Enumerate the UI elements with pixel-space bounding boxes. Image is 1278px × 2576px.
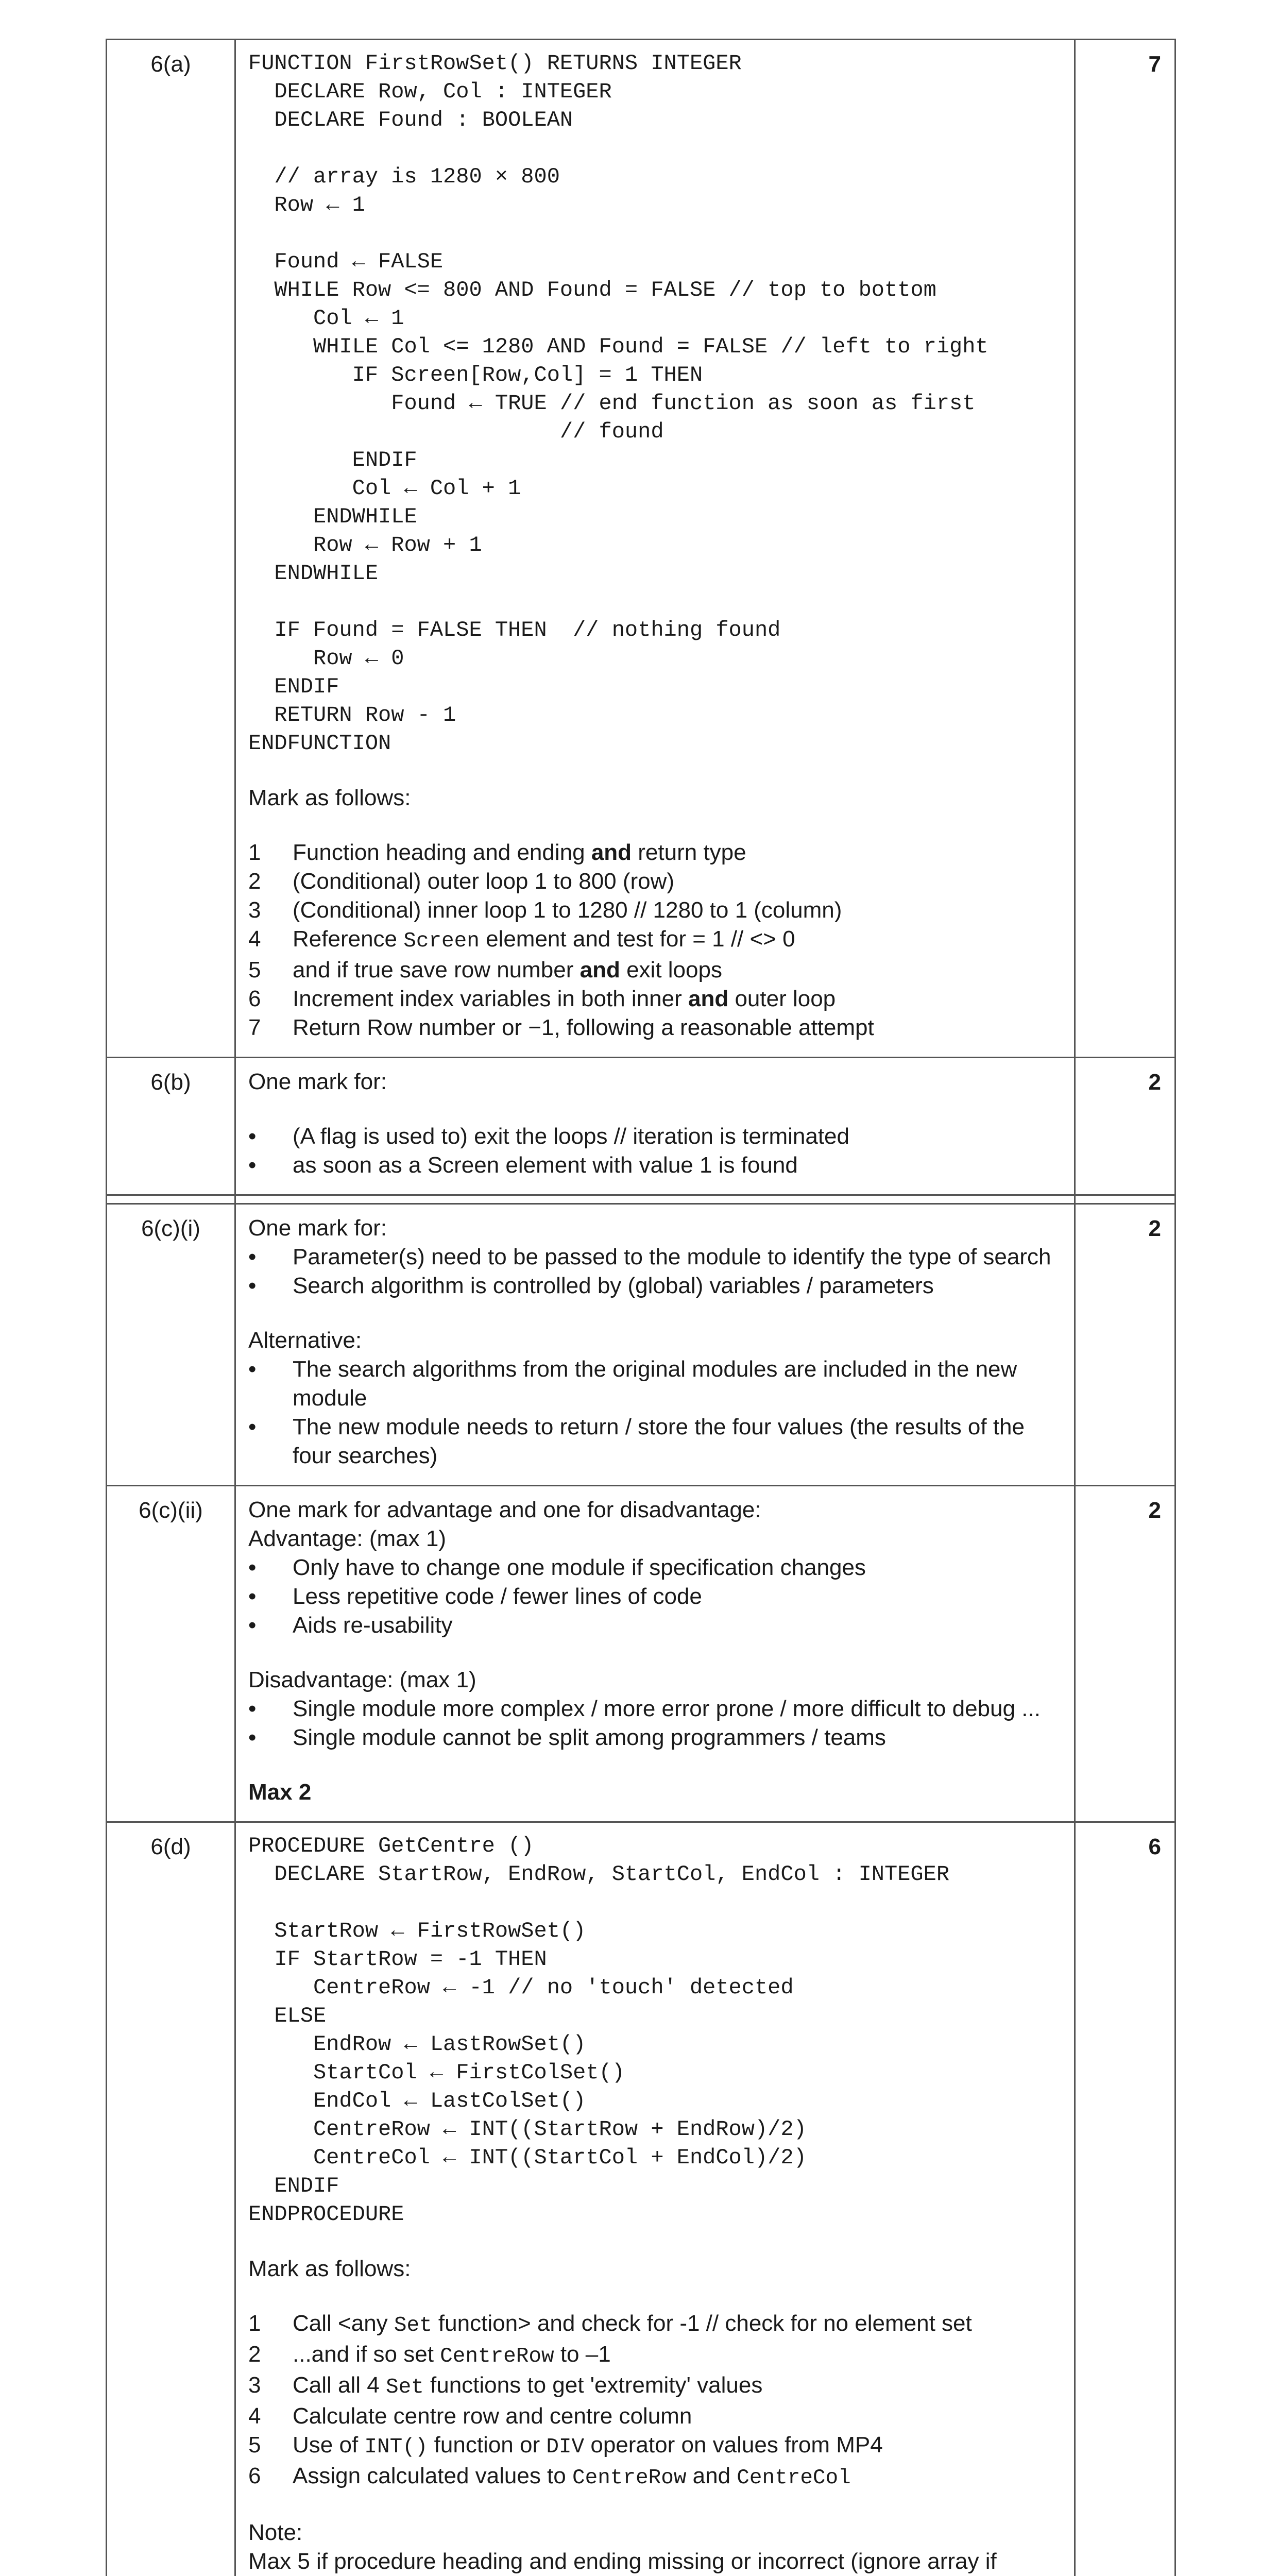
marking-point-number: 1: [248, 840, 261, 865]
marking-point-text: [293, 985, 1063, 1013]
bullet-text: Less repetitive code / fewer lines of code: [293, 1584, 702, 1609]
bullet-glyph: •: [248, 1357, 257, 1382]
disadvantage-label: Disadvantage: (max 1): [248, 1667, 476, 1692]
marking-point-bold: and: [688, 986, 729, 1011]
marking-point-part: outer loop: [728, 986, 836, 1011]
marking-point-text: [293, 956, 1063, 985]
alternative-bullet-list: [248, 1355, 1063, 1470]
marking-point-number: 6: [248, 986, 261, 1011]
row-6ci: [107, 1204, 1175, 1486]
answer-cell: [235, 1058, 1075, 1195]
answer-cell: [235, 1486, 1075, 1822]
answer-cell: [235, 1204, 1075, 1486]
marking-point-part: function> and check for -1 // check for no element set: [432, 2311, 972, 2336]
bullet-text: The new module needs to return / store the four values (the results of the four searches): [293, 1414, 1025, 1468]
marking-point-part: Use of: [293, 2432, 365, 2458]
marking-point-number: 5: [248, 957, 261, 982]
row-6cii: [107, 1486, 1175, 1822]
bullet-text: Parameter(s) need to be passed to the module to identify the type of search: [293, 1244, 1051, 1269]
marking-point-text: [293, 2431, 1063, 2462]
marking-point-text: (Conditional) inner loop 1 to 1280 // 1280 to 1 (column): [293, 897, 842, 923]
row-separator: [107, 1195, 1175, 1204]
answer-cell: [235, 40, 1075, 1058]
marking-point: [248, 956, 1063, 985]
bullet-text: Single module cannot be split among programmers / teams: [293, 1725, 886, 1750]
marking-point-number: 3: [248, 2372, 261, 2398]
bullet-glyph: •: [248, 1153, 257, 1178]
bullet-text: Only have to change one module if specification changes: [293, 1555, 866, 1580]
marking-point-text: [293, 2462, 1063, 2493]
note-text-part: Max 5 if procedure heading and ending missing or incorrect (ignore array if: [248, 2549, 997, 2574]
marking-point: [248, 985, 1063, 1013]
marking-point-text: [293, 2371, 1063, 2402]
marking-point-text: (Conditional) outer loop 1 to 800 (row): [293, 869, 675, 894]
marking-point-code: Set: [385, 2376, 424, 2399]
marking-point-text: [293, 838, 1063, 867]
answer-cell: [235, 1822, 1075, 2576]
bullet-text: as soon as a Screen element with value 1 is found: [293, 1153, 798, 1178]
marking-point-number: 1: [248, 2311, 261, 2336]
note-text: [248, 2547, 1063, 2576]
marking-point-part: ...and if so set: [293, 2342, 440, 2367]
marking-point-part: exit loops: [620, 957, 722, 982]
marking-point-code: INT(): [364, 2435, 428, 2459]
bullet-glyph: •: [248, 1725, 257, 1750]
marking-point: [248, 2371, 1063, 2402]
marking-point-part: and if true save row number: [293, 957, 580, 982]
row-6a: [107, 40, 1175, 1058]
marks-value: 6: [1075, 1822, 1175, 2576]
marking-point-text: [293, 2340, 1063, 2371]
bullet-item: [248, 1611, 1063, 1640]
mark-intro: Mark as follows:: [248, 785, 411, 810]
bullet-glyph: •: [248, 1414, 257, 1439]
marking-point-number: 5: [248, 2432, 261, 2458]
bullet-item: [248, 1723, 1063, 1752]
bullet-text: The search algorithms from the original modules are included in the new module: [293, 1357, 1017, 1411]
marks-value: 2: [1075, 1486, 1175, 1822]
bullet-text: (A flag is used to) exit the loops // iteration is terminated: [293, 1124, 849, 1149]
marking-point-text: Calculate centre row and centre column: [293, 2403, 692, 2429]
bullet-list: [248, 1122, 1063, 1180]
marking-point-part: function or: [428, 2432, 547, 2458]
marking-point-part: return type: [632, 840, 746, 865]
marking-point-code: CentreCol: [737, 2466, 851, 2490]
bullet-item: [248, 1151, 1063, 1180]
marking-point-part: functions to get 'extremity' values: [423, 2372, 763, 2398]
marking-point-number: 2: [248, 2342, 261, 2367]
code-block-get-centre: PROCEDURE GetCentre () DECLARE StartRow, EndRow, StartCol, EndCol : INTEGER StartRow ← FirstRowSet() IF StartRow = -1 THEN CentreRow ← -1 // no 'touch' detected ELSE EndRow ← LastRowSet() StartCol ← FirstColSet() EndCol ← LastColSet() CentreRow ← INT((StartRow + EndRow)/2) CentreCol ← INT((StartCol + EndCol)/2) ENDIF ENDPROCEDURE: [248, 1834, 950, 2227]
bullet-glyph: •: [248, 1584, 257, 1609]
bullet-list: [248, 1243, 1063, 1300]
marking-points: [248, 2309, 1063, 2493]
marks-value: 7: [1075, 40, 1175, 1058]
marks-value: 2: [1075, 1204, 1175, 1486]
marking-point-number: 4: [248, 926, 261, 952]
row-6d: [107, 1822, 1175, 2576]
mark-intro: One mark for advantage and one for disadvantage:: [248, 1497, 761, 1522]
marking-point: [248, 925, 1063, 956]
note-label: Note:: [248, 2520, 303, 2545]
marking-point-part: Call <any: [293, 2311, 394, 2336]
marking-point-code: DIV: [546, 2435, 585, 2459]
bullet-item: [248, 1272, 1063, 1300]
bullet-glyph: •: [248, 1124, 257, 1149]
marking-point-part: Increment index variables in both inner: [293, 986, 688, 1011]
marking-point-part: Call all 4: [293, 2372, 386, 2398]
bullet-glyph: •: [248, 1696, 257, 1721]
marking-point-text: Return Row number or −1, following a reasonable attempt: [293, 1015, 874, 1040]
row-6b: [107, 1058, 1175, 1195]
bullet-item: [248, 1582, 1063, 1611]
marking-point: [248, 2309, 1063, 2340]
marking-point: [248, 896, 1063, 925]
marking-points: [248, 838, 1063, 1042]
question-number: 6(c)(i): [107, 1204, 235, 1486]
bullet-glyph: •: [248, 1555, 257, 1580]
question-number: 6(d): [107, 1822, 235, 2576]
question-number: 6(c)(ii): [107, 1486, 235, 1822]
marking-point-part: Reference: [293, 926, 404, 952]
marking-point: [248, 1013, 1063, 1042]
marking-point: [248, 2402, 1063, 2431]
marking-point-bold: and: [580, 957, 620, 982]
bullet-glyph: •: [248, 1244, 257, 1269]
alternative-label: Alternative:: [248, 1328, 362, 1353]
bullet-item: [248, 1355, 1063, 1413]
marking-point-part: Function heading and ending: [293, 840, 591, 865]
bullet-item: [248, 1553, 1063, 1582]
question-number: 6(b): [107, 1058, 235, 1195]
bullet-text: Search algorithm is controlled by (global) variables / parameters: [293, 1273, 934, 1298]
marking-point: [248, 2462, 1063, 2493]
marking-point: [248, 2431, 1063, 2462]
mark-intro: Mark as follows:: [248, 2256, 411, 2281]
bullet-item: [248, 1413, 1063, 1470]
marking-point-number: 3: [248, 897, 261, 923]
bullet-item: [248, 1243, 1063, 1272]
marking-point-part: and: [686, 2463, 737, 2488]
marking-point-code: Set: [394, 2314, 432, 2337]
marking-point-code: Screen: [403, 929, 480, 953]
marking-point-number: 7: [248, 1015, 261, 1040]
mark-scheme-table: [106, 39, 1176, 2576]
marking-point-number: 2: [248, 869, 261, 894]
mark-intro: One mark for:: [248, 1215, 387, 1241]
bullet-item: [248, 1122, 1063, 1151]
bullet-item: [248, 1694, 1063, 1723]
advantage-list: [248, 1553, 1063, 1640]
marking-point: [248, 2340, 1063, 2371]
marking-point-part: Assign calculated values to: [293, 2463, 572, 2488]
marking-point: [248, 838, 1063, 867]
question-number: 6(a): [107, 40, 235, 1058]
marking-point-part: to –1: [554, 2342, 611, 2367]
bullet-glyph: •: [248, 1613, 257, 1638]
mark-intro: One mark for:: [248, 1069, 387, 1094]
bullet-glyph: •: [248, 1273, 257, 1298]
disadvantage-list: [248, 1694, 1063, 1752]
marking-point-text: [293, 925, 1063, 956]
code-block-first-row-set: FUNCTION FirstRowSet() RETURNS INTEGER DECLARE Row, Col : INTEGER DECLARE Found : BOOLEAN // array is 1280 × 800 Row ← 1 Found ← FALSE WHILE Row <= 800 AND Found = FALSE // top to bottom Col ← 1 WHILE Col <= 1280 AND Found = FALSE // left to right IF Screen[Row,Col] = 1 THEN Found ← TRUE // end function as soon as first // found ENDIF Col ← Col + 1 ENDWHILE Row ← Row + 1 ENDWHILE IF Found = FALSE THEN // nothing found Row ← 0 ENDIF RETURN Row - 1 ENDFUNCTION: [248, 51, 989, 756]
marking-point-bold: and: [591, 840, 632, 865]
marks-value: 2: [1075, 1058, 1175, 1195]
marking-point-number: 4: [248, 2403, 261, 2429]
marking-point: [248, 867, 1063, 896]
bullet-text: Single module more complex / more error prone / more difficult to debug ...: [293, 1696, 1041, 1721]
marking-point-part: element and test for = 1 // <> 0: [479, 926, 795, 952]
marking-point-code: CentreRow: [572, 2466, 687, 2490]
advantage-label: Advantage: (max 1): [248, 1526, 446, 1551]
marking-point-number: 6: [248, 2463, 261, 2488]
bullet-text: Aids re-usability: [293, 1613, 453, 1638]
max-marks-note: Max 2: [248, 1780, 312, 1805]
marking-point-text: [293, 2309, 1063, 2340]
marking-point-part: operator on values from MP4: [584, 2432, 883, 2458]
marking-point-code: CentreRow: [440, 2345, 554, 2368]
